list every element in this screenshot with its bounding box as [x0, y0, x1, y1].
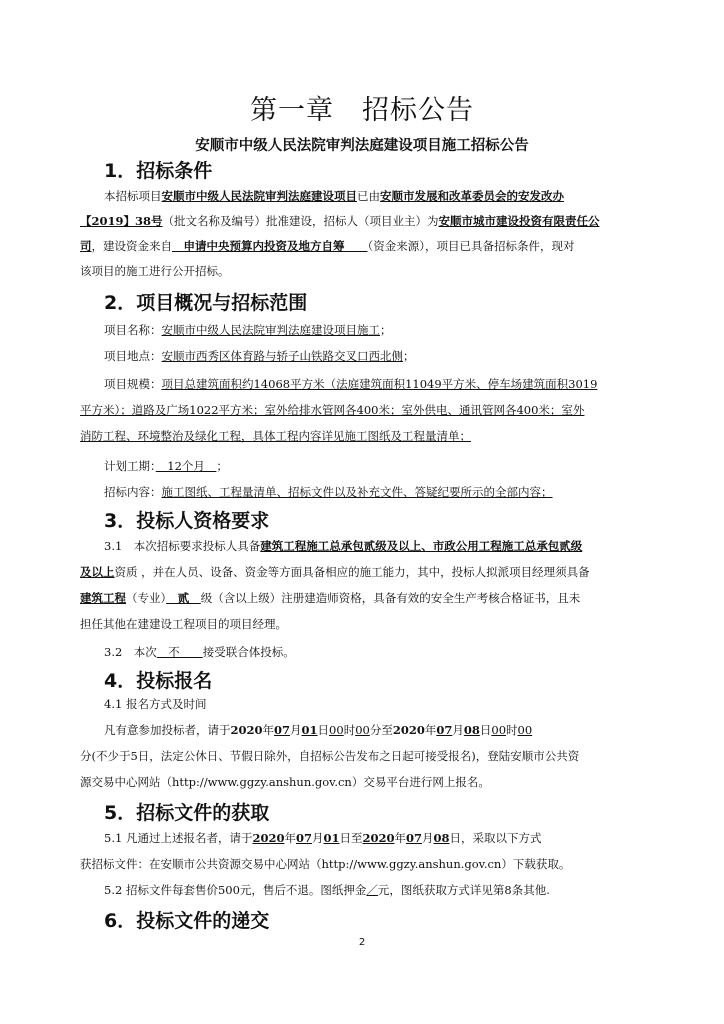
paragraph-line [104, 188, 660, 204]
paragraph-line [80, 213, 660, 229]
label: 项目名称： [104, 323, 162, 337]
tenderer-name-end: 司 [80, 239, 92, 253]
value: 项目总建筑面积约14068平方米（法庭建筑面积11049平方米、停车场建筑面积3019 [161, 377, 598, 391]
project-location-line [104, 348, 660, 364]
tenderer-name: 安顺市城市建设投资有限责任公 [438, 214, 600, 228]
minute: 00 [517, 723, 533, 737]
text: （批文名称及编号）批准建设，招标人（项目业主）为 [162, 214, 439, 228]
year: 2020 [362, 831, 395, 845]
text: 月 [290, 723, 302, 737]
text: 接受联合体投标。 [202, 645, 295, 659]
project-scale-line [104, 376, 660, 392]
text: 年 [262, 723, 275, 737]
paragraph-line: 分(不少于5日，法定公休日、节假日除外，自招标公告发布之日起可接受报名)，登陆安顺市公共资 [80, 749, 580, 763]
year: 2020 [252, 831, 285, 845]
label: 项目规模： [104, 377, 162, 391]
text: 日至 [339, 831, 363, 845]
text: 元，图纸获取方式详见第8条其他. [377, 883, 550, 897]
text: 5.1 凡通过上述报名者，请于 [104, 831, 253, 845]
paragraph-line [80, 590, 660, 606]
paragraph-line: 源交易中心网站（http://www.ggzy.anshun.gov.cn）交易平台进行网上报名。 [80, 775, 490, 789]
paragraph-line [104, 644, 660, 660]
month: 07 [295, 831, 312, 845]
planned-duration-line [104, 458, 660, 474]
value: 12个月 [155, 459, 217, 473]
label: 计划工期： [104, 459, 156, 473]
day: 08 [433, 831, 450, 845]
tender-content-line [104, 484, 660, 500]
text: 3.2 本次 [104, 645, 157, 659]
paragraph-line [80, 564, 660, 580]
registration-time-line [104, 722, 660, 738]
text: 年 [284, 831, 296, 845]
section-heading-submission: 6．投标文件的递交 [104, 910, 270, 932]
project-scale-line [80, 402, 660, 418]
text: 月 [422, 831, 434, 845]
text: ； [380, 323, 392, 337]
section-heading-obtain-documents: 5．招标文件的获取 [104, 802, 270, 824]
sub-heading: 4.1 报名方式及时间 [104, 697, 207, 711]
section-heading-project-overview: 2．项目概况与招标范围 [104, 292, 308, 314]
text: 日，采取以下方式 [449, 831, 542, 845]
text: 月 [311, 831, 324, 845]
text: 年 [424, 723, 437, 737]
section-heading-registration: 4．投标报名 [104, 670, 213, 692]
qualification-requirement: 建筑工程施工总承包贰级及以上、市政公用工程施工总承包贰级 [260, 539, 583, 553]
text: ； [216, 459, 228, 473]
text: 5.2 招标文件每套售价500元，售后不退。图纸押金 [104, 883, 367, 897]
project-name: 安顺市中级人民法院审判法庭建设项目 [161, 189, 357, 203]
day: 01 [323, 831, 340, 845]
text: 日 [479, 723, 492, 737]
month: 07 [436, 723, 453, 737]
month: 07 [274, 723, 291, 737]
value: 安顺市西秀区体育路与轿子山铁路交叉口西北侧 [161, 349, 403, 363]
hour: 00 [491, 723, 507, 737]
paragraph-line: 担任其他在建建设工程项目的项目经理。 [80, 617, 287, 631]
text: 时 [506, 723, 518, 737]
text: ； [403, 349, 415, 363]
paragraph-line [80, 238, 660, 254]
approval-number: 【2019】38号 [80, 214, 163, 228]
text: 资质 ，并在人员、设备、资金等方面具备相应的施工能力，其中，投标人拟派项目经理须具备 [114, 565, 590, 579]
project-name-line [104, 322, 660, 338]
text: 月 [452, 723, 464, 737]
qualification-requirement-end: 及以上 [80, 565, 115, 579]
project-scale-line [80, 428, 660, 444]
text: （资金来源），项目已具备招标条件，现对 [367, 239, 575, 253]
obtain-time-line [104, 830, 660, 846]
text: 凡有意参加投标者，请于 [104, 723, 231, 737]
value: 施工图纸、工程量清单、招标文件以及补充文件、答疑纪要所示的全部内容； [161, 485, 553, 499]
paragraph-line [104, 882, 660, 898]
funding-source: 申请中央预算内投资及地方自筹 [172, 239, 368, 253]
hour: 00 [329, 723, 344, 737]
text: 时 [343, 723, 356, 737]
year: 2020 [230, 723, 263, 737]
text: 本招标项目 [104, 189, 162, 203]
section-heading-bidding-conditions: 1．招标条件 [104, 160, 213, 182]
text: 年 [394, 831, 407, 845]
specialty: 建筑工程 [80, 591, 126, 605]
paragraph-line [104, 538, 660, 554]
chapter-title: 第一章 招标公告 [250, 95, 474, 126]
label: 项目地点： [104, 349, 162, 363]
value: 消防工程、环境整治及绿化工程，具体工程内容详见施工图纸及工程量清单； [80, 429, 471, 443]
day: 08 [463, 723, 480, 737]
paragraph-line: 该项目的施工进行公开招标。 [80, 264, 230, 278]
text: 已由 [357, 189, 380, 203]
text: ，建设资金来自 [91, 239, 172, 253]
label: 招标内容： [104, 485, 162, 499]
approval-authority: 安顺市发展和改革委员会的安发改办 [380, 189, 564, 203]
page-number: 2 [358, 937, 366, 948]
year: 2020 [392, 723, 425, 737]
paragraph-line: 获招标文件：在安顺市公共资源交易中心网站（http://www.ggzy.anshun.gov.cn）下载获取。 [80, 857, 571, 871]
section-heading-qualification: 3．投标人资格要求 [104, 510, 270, 532]
grade: 贰 [166, 591, 201, 605]
consortium-value: 不 [156, 645, 203, 659]
text: 分至 [369, 723, 393, 737]
announcement-title: 安顺市中级人民法院审判法庭建设项目施工招标公告 [195, 138, 529, 154]
minute: 00 [355, 723, 370, 737]
text: 级（含以上级）注册建造师资格，具备有效的安全生产考核合格证书，且未 [200, 591, 581, 605]
text: 3.1 本次招标要求投标人具备 [104, 539, 261, 553]
value: 平方米）；道路及广场1022平方米；室外给排水管网各400米；室外供电、通讯管网各400米；室外 [80, 403, 585, 417]
text: 日 [317, 723, 330, 737]
deposit-value: ／ [366, 883, 378, 897]
value: 安顺市中级人民法院审判法庭建设项目施工 [161, 323, 380, 337]
text: （专业） [126, 591, 167, 605]
month: 07 [406, 831, 423, 845]
day: 01 [301, 723, 318, 737]
